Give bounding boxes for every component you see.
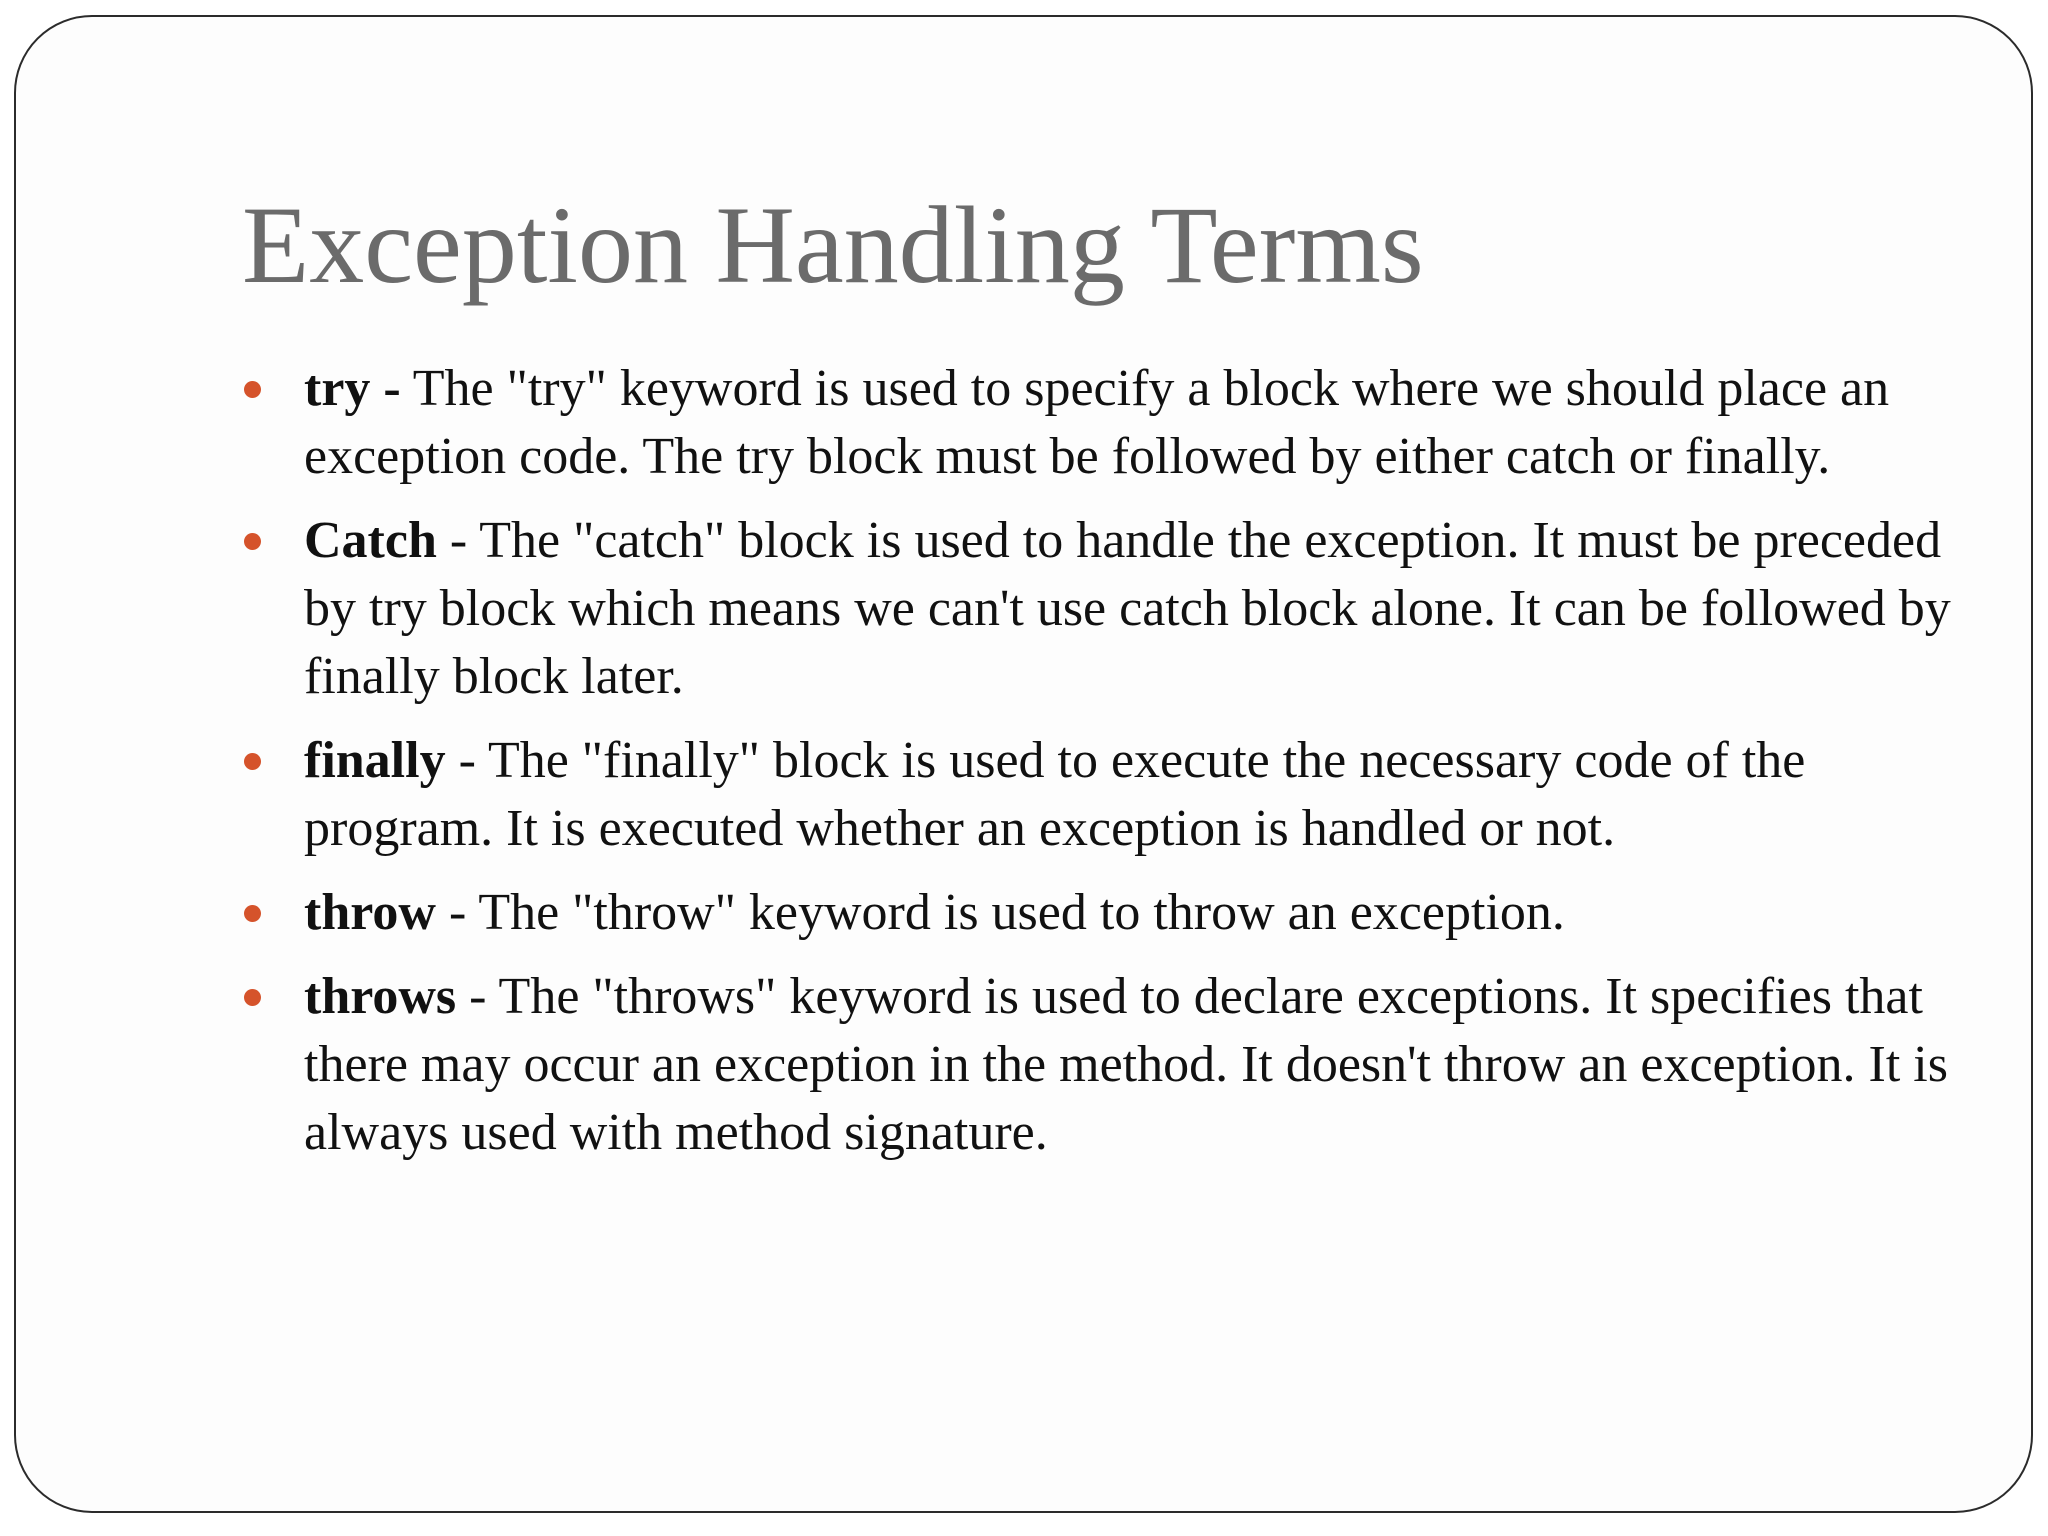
bullet-text: The "try" keyword is used to specify a block where we should place an exception code. The try block must be followed by either catch or finally. bbox=[304, 360, 1890, 485]
bullet-term: throws bbox=[304, 968, 457, 1025]
bullet-term: Catch bbox=[304, 512, 437, 569]
bullet-item-catch bbox=[242, 507, 1962, 711]
bullet-dot-icon bbox=[244, 753, 261, 770]
bullet-item-finally bbox=[242, 727, 1962, 863]
slide-title: Exception Handling Terms bbox=[242, 184, 1424, 306]
bullet-text: - The "throws" keyword is used to declare exceptions. It specifies that there may occur an exception in the method. It doesn't throw an exception. It is always used with method signature. bbox=[304, 968, 1948, 1161]
bullet-dot-icon bbox=[244, 533, 261, 550]
bullet-term: try - bbox=[304, 360, 401, 417]
bullet-text: - The "finally" block is used to execute the necessary code of the program. It is executed whether an exception is handled or not. bbox=[304, 732, 1806, 857]
bullet-dot-icon bbox=[244, 905, 261, 922]
bullet-term: finally bbox=[304, 732, 446, 789]
bullet-text: - The "throw" keyword is used to throw an exception. bbox=[435, 884, 1565, 941]
bullet-item-throws bbox=[242, 963, 1962, 1167]
bullet-item-throw bbox=[242, 879, 1962, 947]
bullet-item-try bbox=[242, 355, 1962, 491]
bullet-term: throw bbox=[304, 884, 436, 941]
bullet-dot-icon bbox=[244, 381, 261, 398]
bullet-list bbox=[242, 355, 1962, 1183]
slide-frame bbox=[14, 15, 2033, 1513]
bullet-dot-icon bbox=[244, 989, 261, 1006]
bullet-text: - The "catch" block is used to handle the exception. It must be preceded by try block which means we can't use catch block alone. It can be followed by finally block later. bbox=[304, 512, 1951, 705]
